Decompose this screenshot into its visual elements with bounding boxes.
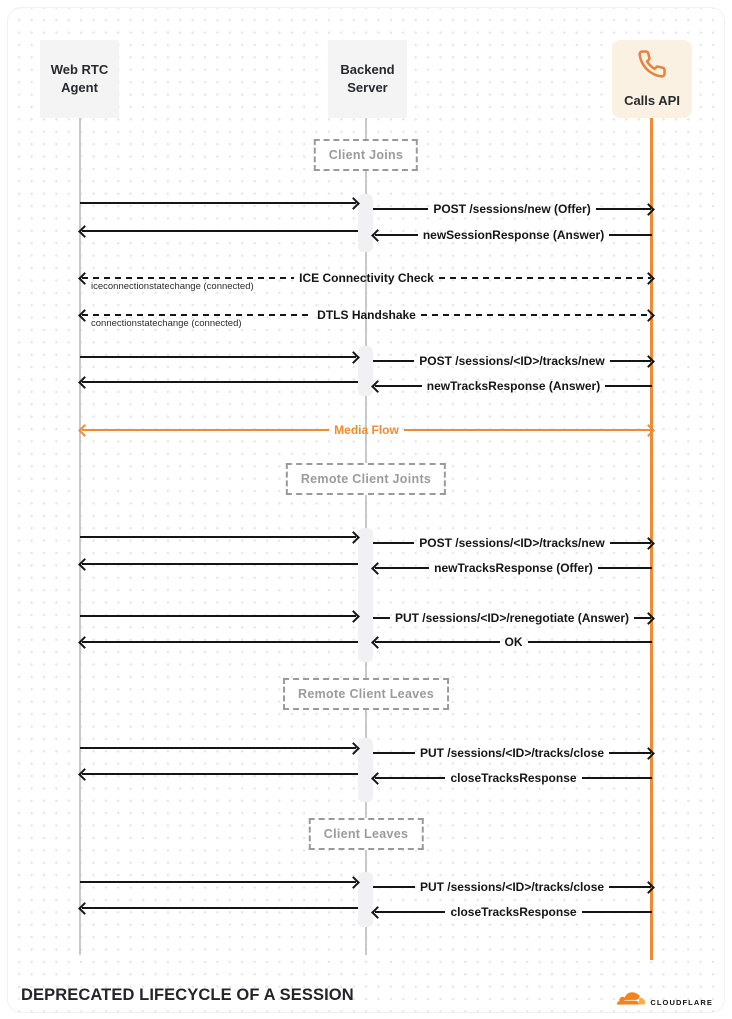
arrowhead-right-icon [347, 876, 360, 889]
section-remote-client-leaves: Remote Client Leaves [283, 678, 449, 710]
arrowhead-right-icon [642, 881, 655, 894]
arrowhead-left-icon [78, 636, 91, 649]
message-label: PUT /sessions/<ID>/renegotiate (Answer) [394, 611, 630, 625]
arrowhead-left-icon [371, 906, 384, 919]
actor-label: Web RTC Agent [50, 61, 109, 95]
arrowhead-right-icon [347, 197, 360, 210]
arrowhead-left-icon [371, 636, 384, 649]
cloudflare-cloud-icon [617, 992, 646, 1013]
arrowhead-right-icon [642, 537, 655, 550]
arrow-backend-to-webrtc [80, 634, 358, 650]
arrowhead-right-icon [642, 612, 655, 625]
arrow-webrtc-to-backend [80, 529, 358, 545]
page-title: DEPRECATED LIFECYCLE OF A SESSION [21, 986, 354, 1004]
section-client-joins: Client Joins [314, 139, 418, 171]
arrow-put-renegotiate [373, 610, 653, 626]
arrowhead-right-icon [347, 742, 360, 755]
arrowhead-right-icon [347, 610, 360, 623]
activation-bar [358, 194, 373, 252]
arrow-close-tracks-response [373, 770, 652, 786]
message-label: newTracksResponse (Answer) [426, 379, 601, 393]
arrow-new-tracks-response-offer [373, 560, 652, 576]
arrow-post-tracks-new [373, 353, 653, 369]
actor-webrtc-agent [40, 40, 119, 118]
arrow-backend-to-webrtc [80, 223, 358, 239]
arrow-post-tracks-new [373, 535, 653, 551]
message-label: newTracksResponse (Offer) [434, 561, 593, 575]
section-remote-client-joints: Remote Client Joints [286, 463, 446, 495]
actor-label: Backend Server [340, 61, 395, 95]
arrowhead-right-icon [642, 272, 655, 285]
arrowhead-left-icon [78, 376, 91, 389]
arrow-new-tracks-response-answer [373, 378, 652, 394]
arrowhead-left-icon [78, 768, 91, 781]
arrowhead-left-icon [371, 380, 384, 393]
message-label: PUT /sessions/<ID>/tracks/close [419, 880, 605, 894]
arrowhead-left-icon [371, 772, 384, 785]
message-label: POST /sessions/new (Offer) [433, 202, 591, 216]
arrowhead-right-icon [347, 351, 360, 364]
cloudflare-logo [617, 992, 713, 1013]
arrowhead-left-icon [78, 902, 91, 915]
arrowhead-right-icon [642, 355, 655, 368]
arrow-webrtc-to-backend [80, 740, 358, 756]
arrowhead-left-icon [78, 424, 91, 437]
arrowhead-left-icon [78, 309, 91, 322]
event-note-connectionstatechange: connectionstatechange (connected) [91, 318, 242, 329]
actor-backend-server [328, 40, 407, 118]
arrowhead-right-icon [642, 203, 655, 216]
activation-bar [358, 738, 373, 802]
message-label: closeTracksResponse [450, 771, 577, 785]
arrow-webrtc-to-backend [80, 608, 358, 624]
arrow-put-tracks-close [373, 745, 653, 761]
arrow-backend-to-webrtc [80, 766, 358, 782]
message-label: POST /sessions/<ID>/tracks/new [419, 354, 605, 368]
section-client-leaves: Client Leaves [309, 818, 424, 850]
message-label: newSessionResponse (Answer) [422, 228, 605, 242]
activation-bar [358, 346, 373, 396]
event-note-iceconnectionstatechange: iceconnectionstatechange (connected) [91, 281, 254, 292]
arrow-new-session-response [373, 227, 652, 243]
message-label: PUT /sessions/<ID>/tracks/close [419, 746, 605, 760]
message-label: POST /sessions/<ID>/tracks/new [419, 536, 605, 550]
arrow-media-flow [80, 422, 653, 438]
arrowhead-left-icon [78, 558, 91, 571]
actor-label: Calls API [624, 93, 680, 109]
phone-icon [637, 49, 667, 84]
arrow-webrtc-to-backend [80, 874, 358, 890]
activation-bar [358, 872, 373, 927]
arrow-webrtc-to-backend [80, 195, 358, 211]
arrowhead-left-icon [78, 272, 91, 285]
arrowhead-left-icon [78, 225, 91, 238]
actor-calls-api [612, 40, 692, 118]
message-label: Media Flow [334, 423, 399, 437]
arrow-close-tracks-response [373, 904, 652, 920]
arrow-post-sessions-new [373, 201, 653, 217]
arrowhead-right-icon [642, 309, 655, 322]
arrow-backend-to-webrtc [80, 556, 358, 572]
arrowhead-left-icon [371, 229, 384, 242]
arrow-backend-to-webrtc [80, 900, 358, 916]
arrow-webrtc-to-backend [80, 349, 358, 365]
message-label: closeTracksResponse [450, 905, 577, 919]
arrow-ok-response [373, 634, 652, 650]
arrow-put-tracks-close [373, 879, 653, 895]
message-label: DTLS Handshake [317, 308, 416, 322]
message-label: OK [504, 635, 523, 649]
arrow-backend-to-webrtc [80, 374, 358, 390]
arrowhead-right-icon [642, 424, 655, 437]
message-label: ICE Connectivity Check [299, 271, 434, 285]
cloudflare-wordmark: CLOUDFLARE [650, 998, 713, 1007]
arrowhead-right-icon [347, 531, 360, 544]
arrowhead-left-icon [371, 562, 384, 575]
arrowhead-right-icon [642, 747, 655, 760]
